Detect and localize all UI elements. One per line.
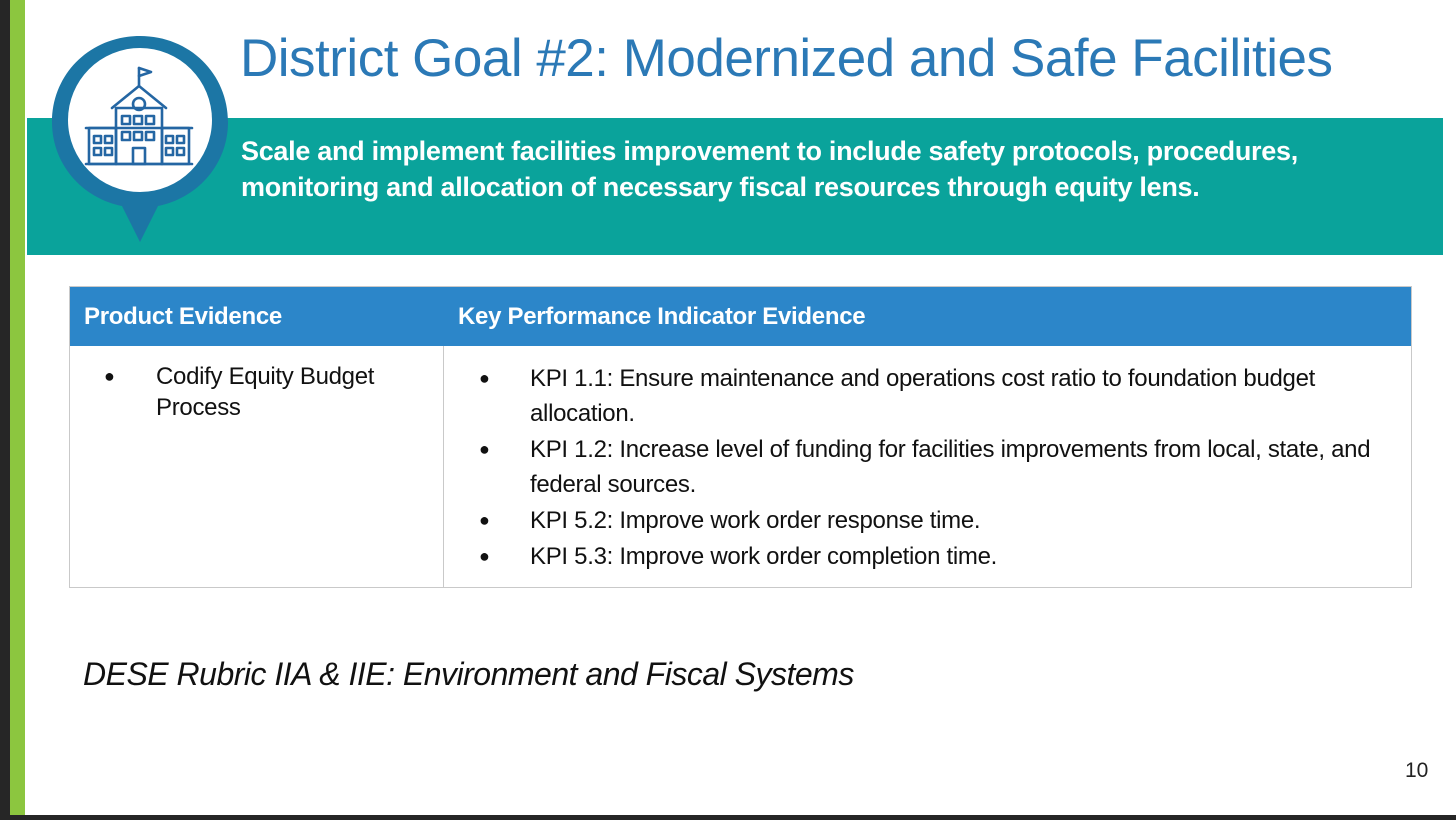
slide-title: District Goal #2: Modernized and Safe Facilities: [240, 29, 1333, 88]
list-item: ● KPI 1.2: Increase level of funding for facilities improvements from local, state, and federal sources.: [530, 432, 1400, 502]
column-divider: [443, 346, 444, 588]
list-item: ● KPI 5.3: Improve work order completion time.: [530, 539, 1400, 574]
product-evidence-list: [156, 361, 426, 424]
table-header: [70, 287, 1411, 346]
goal-description: Scale and implement facilities improvement to include safety protocols, procedures, monitoring and allocation of necessary fiscal resources through equity lens.: [241, 136, 1298, 202]
evidence-table: [69, 286, 1412, 588]
header-product-evidence: Product Evidence: [84, 303, 282, 330]
list-item: ● Codify Equity Budget Process: [156, 361, 426, 423]
school-building-icon: [50, 34, 230, 244]
window-frame-left: [0, 0, 10, 820]
list-item: ● KPI 5.2: Improve work order response time.: [530, 503, 1400, 538]
page-number: 10: [1405, 759, 1429, 782]
header-kpi-evidence: Key Performance Indicator Evidence: [458, 303, 866, 330]
list-item: ● KPI 1.1: Ensure maintenance and operations cost ratio to foundation budget allocation.: [530, 361, 1400, 431]
kpi-evidence-list: [530, 361, 1400, 575]
rubric-caption: DESE Rubric IIA & IIE: Environment and Fiscal Systems: [83, 656, 854, 692]
slide-accent-bar: [10, 0, 25, 820]
window-frame-bottom: [0, 815, 1456, 820]
